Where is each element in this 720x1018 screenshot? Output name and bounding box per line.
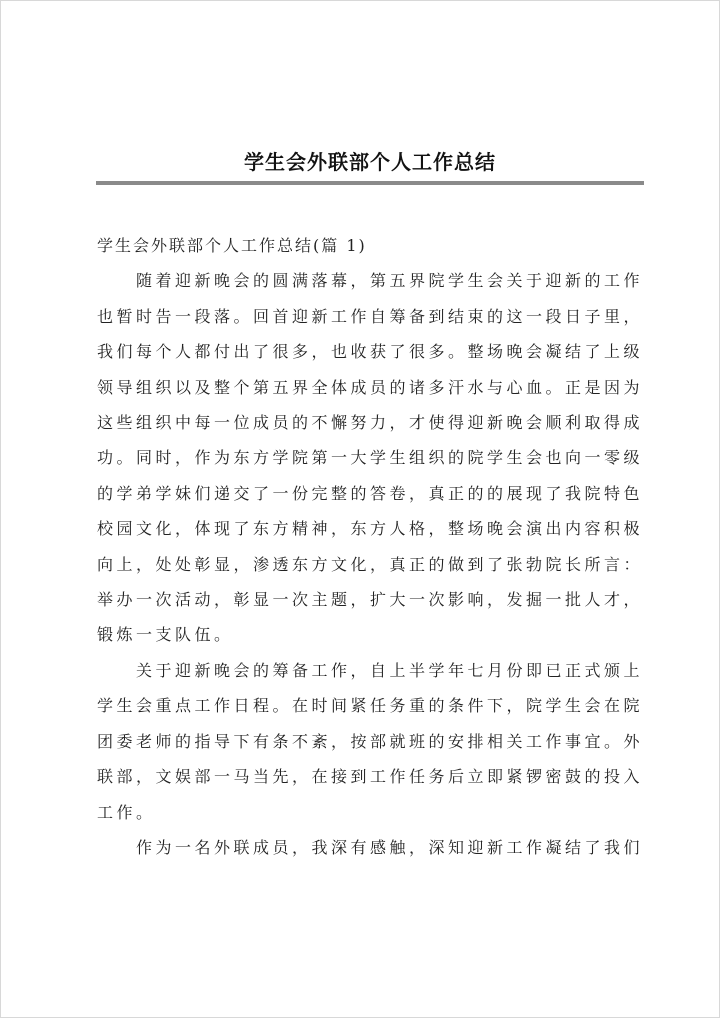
paragraph-line: 随着迎新晚会的圆满落幕，第五界院学生会关于迎新的工作 [136,271,644,291]
paragraph-line: 功。同时，作为东方学院第一大学生组织的院学生会也向一零级 [97,448,644,468]
document-body [97,228,649,865]
document-title: 学生会外联部个人工作总结 [244,150,496,174]
paragraph-line: 学生会重点工作日程。在时间紧任务重的条件下，院学生会在院 [97,696,644,716]
paragraph-line: 关于迎新晚会的筹备工作，自上半学年七月份即已正式颁上 [136,660,644,680]
paragraph-line: 锻炼一支队伍。 [97,625,234,645]
paragraph-line: 团委老师的指导下有条不紊，按部就班的安排相关工作事宜。外 [97,731,644,751]
paragraph-line: 举办一次活动，彰显一次主题，扩大一次影响，发掘一批人才， [97,590,644,610]
title-divider [96,181,644,185]
paragraph-line: 我们每个人都付出了很多，也收获了很多。整场晚会凝结了上级 [97,342,644,362]
paragraph-line: 作为一名外联成员，我深有感触，深知迎新工作凝结了我们 [136,837,644,857]
section-heading: 学生会外联部个人工作总结(篇 1) [97,236,367,255]
paragraph-line: 向上，处处彰显，渗透东方文化，真正的做到了张勃院长所言： [97,554,644,574]
paragraph-line: 工作。 [97,802,156,822]
paragraph-line: 校园文化，体现了东方精神，东方人格，整场晚会演出内容积极 [97,519,644,539]
paragraph-line: 领导组织以及整个第五界全体成员的诸多汗水与心血。正是因为 [97,377,644,397]
paragraph-line: 也暂时告一段落。回首迎新工作自筹备到结束的这一段日子里， [97,306,644,326]
paragraph-line: 这些组织中每一位成员的不懈努力，才使得迎新晚会顺利取得成 [97,413,644,433]
paragraph-line: 联部，文娱部一马当先，在接到工作任务后立即紧锣密鼓的投入 [97,767,644,787]
paragraph-line: 的学弟学妹们递交了一份完整的答卷，真正的的展现了我院特色 [97,483,644,503]
